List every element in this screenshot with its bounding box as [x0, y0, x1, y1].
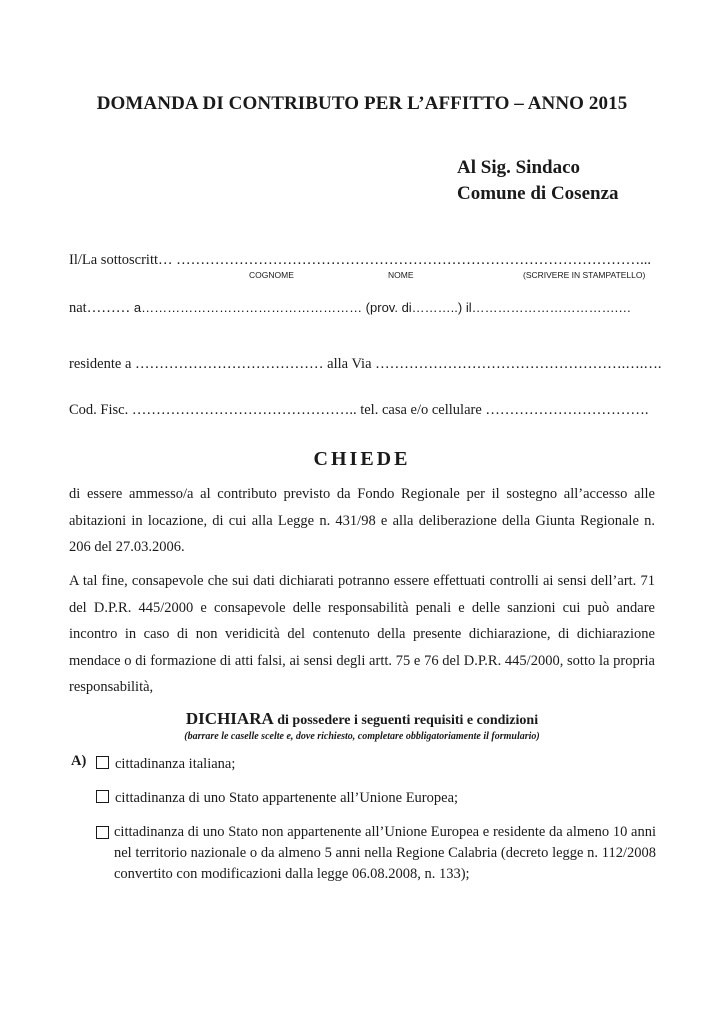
caption-nome: NOME — [388, 270, 414, 280]
paragraph-consapevolezza: A tal fine, consapevole che sui dati dichiarati potranno essere effettuati controlli ai sensi dell’art. 71 del D.P.R. 445/2000 e consapevole delle responsabilità penali e delle sanzioni cui può andare incontro in caso di non veridicità del contenuto della presente dichiarazione, di dichiarazione mendace o di formazione di atti falsi, ai sensi degli artt. 75 e 76 del D.P.R. 445/2000, sotto la propria responsabilità, — [69, 573, 655, 695]
chiede-heading: CHIEDE — [313, 448, 411, 470]
field-nato-prefix: nat……… — [69, 300, 134, 316]
option-label: cittadinanza di uno Stato appartenente all’Unione Europea; — [115, 790, 459, 806]
dichiara-rest: di possedere i seguenti requisiti e condizioni — [273, 713, 539, 728]
addressee-line-1: Al Sig. Sindaco — [457, 157, 581, 178]
dichiara-word: DICHIARA — [185, 709, 274, 728]
option-cittadinanza-extra-ue[interactable] — [96, 822, 656, 885]
option-cittadinanza-italiana[interactable] — [96, 754, 656, 775]
dichiara-note: (barrare le caselle scelte e, dove richiesto, completare obbligatoriamente il formulario) — [184, 731, 540, 742]
dichiara-heading — [0, 709, 724, 729]
paragraph-richiesta: di essere ammesso/a al contributo previsto da Fondo Regionale per il sostegno all’accesso alle abitazioni in locazione, di cui alla Legge n. 431/98 e alla deliberazione della Giunta Regionale n. 206 del 27.03.2006. — [69, 486, 655, 555]
option-cittadinanza-ue[interactable] — [96, 788, 656, 809]
field-residente[interactable]: residente a ………………………………… alla Via …………………………………………….….…. — [69, 356, 662, 372]
section-a-letter: A) — [71, 753, 87, 769]
option-label: cittadinanza italiana; — [115, 756, 236, 772]
option-wrapper — [96, 822, 656, 885]
checkbox-square-icon[interactable] — [96, 826, 109, 839]
field-nato-luogo: a…………………………………………… (prov. di………..) il…………………………….… — [133, 300, 632, 315]
checkbox-square-icon[interactable] — [96, 790, 109, 803]
addressee-line-2: Comune di Cosenza — [457, 183, 619, 204]
document-title: DOMANDA DI CONTRIBUTO PER L’AFFITTO – ANNO 2015 — [96, 93, 628, 114]
checkbox-square-icon[interactable] — [96, 756, 109, 769]
caption-cognome: COGNOME — [249, 270, 294, 280]
caption-stampatello: (SCRIVERE IN STAMPATELLO) — [523, 270, 646, 280]
option-label: cittadinanza di uno Stato non appartenente all’Unione Europea e residente da almeno 10 anni nel territorio nazionale o da almeno 5 anni nella Regione Calabria (decreto legge n. 112/2008 convertito con modificazioni dalla legge 06.08.2008, n. 133); — [114, 824, 656, 882]
field-nato[interactable] — [69, 300, 631, 317]
field-codice-fiscale[interactable]: Cod. Fisc. ……………………………………….. tel. casa e/o cellulare ……………………………. — [69, 402, 649, 418]
field-sottoscritto[interactable]: Il/La sottoscritt… ……………………………………………………………………………………... — [69, 252, 651, 268]
